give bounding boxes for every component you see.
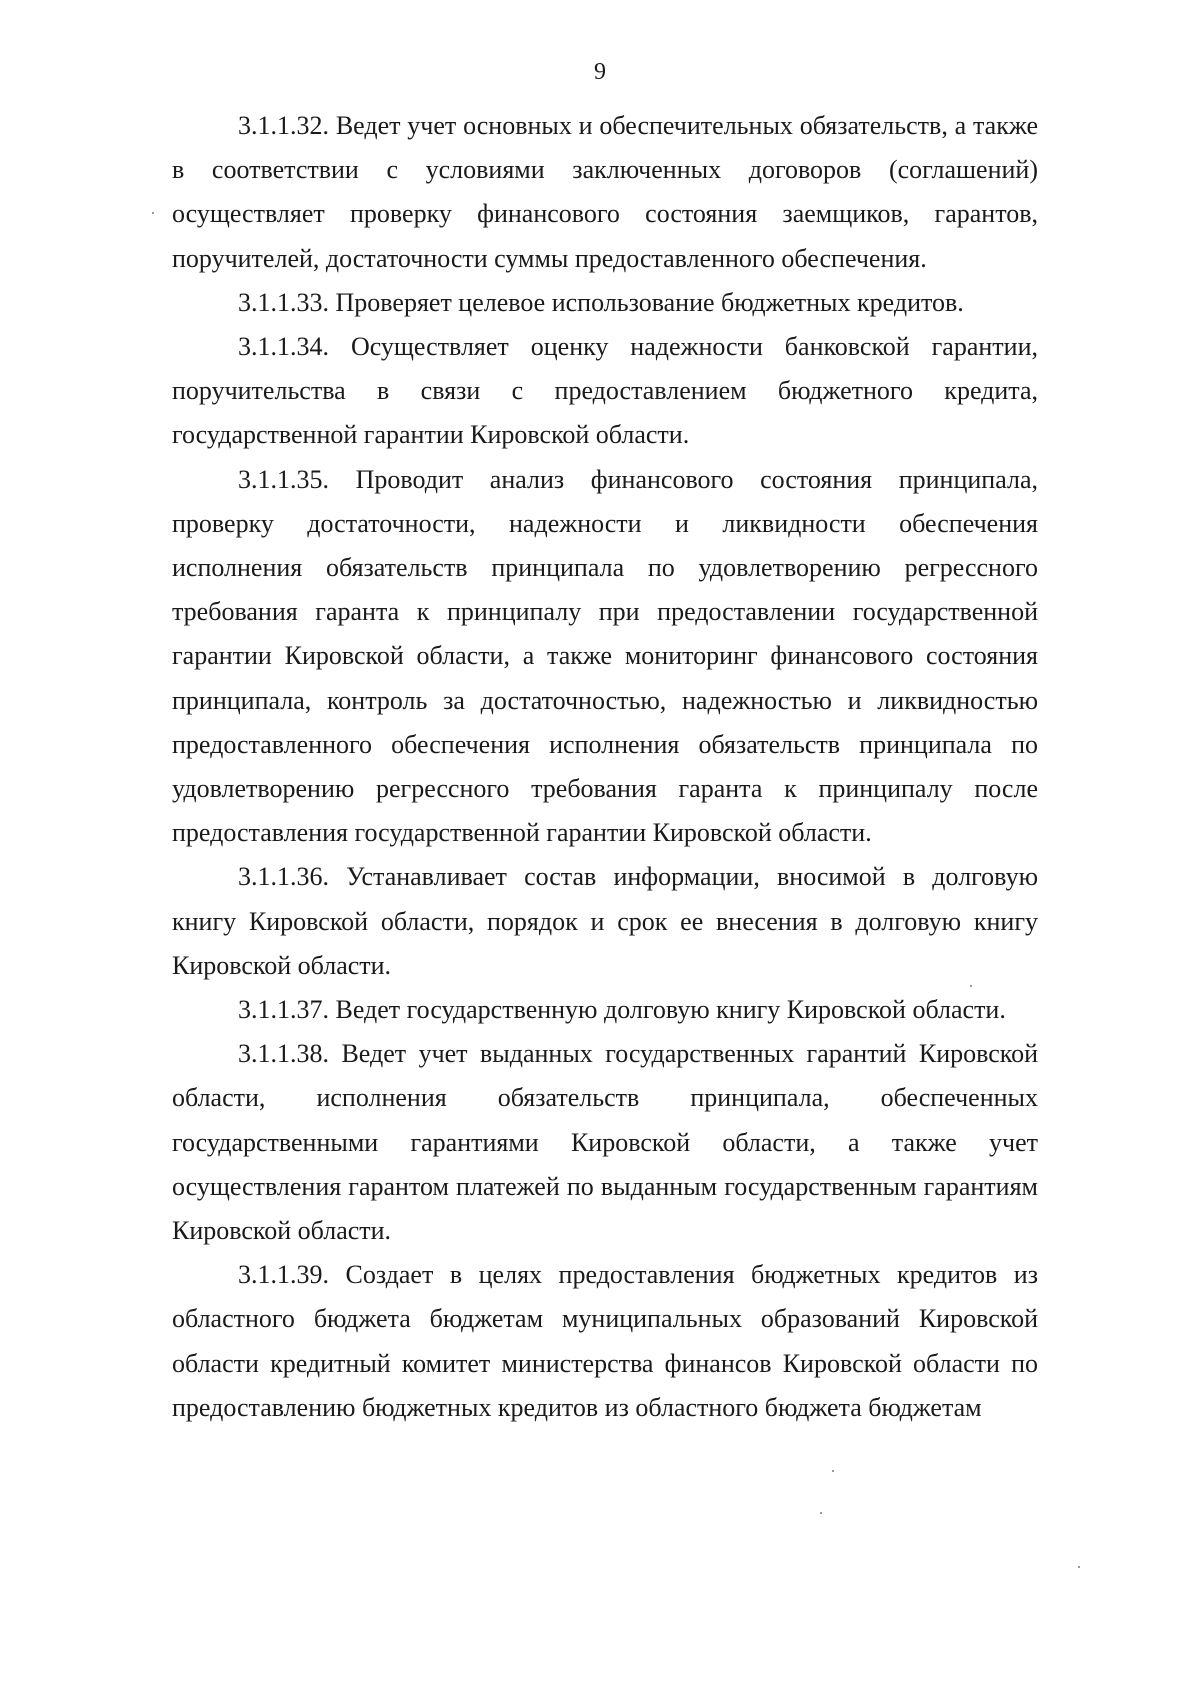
paragraph-3-1-1-34: 3.1.1.34. Осуществляет оценку надежности банковской гарантии, поручительства в связи с предоставлением бюджетного кредита, государственной гарантии Кировской области. bbox=[172, 332, 1038, 450]
paragraph-3-1-1-36: 3.1.1.36. Устанавливает состав информации, вносимой в долговую книгу Кировской области, порядок и срок ее внесения в долговую книгу Кировской области. bbox=[172, 862, 1038, 980]
scan-speck bbox=[152, 212, 154, 214]
page-number: 9 bbox=[594, 59, 606, 85]
paragraph-3-1-1-32: 3.1.1.32. Ведет учет основных и обеспечительных обязательств, а также в соответствии с условиями заключенных договоров (соглашений) осуществляет проверку финансового состояния заемщиков, гарантов, поручителей, достаточности суммы предоставленного обеспечения. bbox=[172, 111, 1038, 273]
scan-speck bbox=[970, 985, 972, 987]
paragraph-3-1-1-35: 3.1.1.35. Проводит анализ финансового состояния принципала, проверку достаточности, надежности и ликвидности обеспечения исполнения обязательств принципала по удовлетворению регрессного требования гаранта к принципалу при предоставлении государственной гарантии Кировской области, а также мониторинг финансового состояния принципала, контроль за достаточностью, надежностью и ликвидностью предоставленного обеспечения исполнения обязательств принципала по удовлетворению регрессного требования гаранта к принципалу после предоставления государственной гарантии Кировской области. bbox=[172, 464, 1038, 848]
scan-speck bbox=[832, 1470, 834, 1472]
scan-speck bbox=[1078, 1566, 1080, 1568]
document-body bbox=[172, 104, 1038, 1430]
paragraph-3-1-1-33: 3.1.1.33. Проверяет целевое использование бюджетных кредитов. bbox=[238, 287, 964, 317]
paragraph-3-1-1-39: 3.1.1.39. Создает в целях предоставления бюджетных кредитов из областного бюджета бюджетам муниципальных образований Кировской области кредитный комитет министерства финансов Кировской области по предоставлению бюджетных кредитов из областного бюджета бюджетам bbox=[172, 1260, 1038, 1422]
paragraph-3-1-1-38: 3.1.1.38. Ведет учет выданных государственных гарантий Кировской области, исполнения обязательств принципала, обеспеченных государственными гарантиями Кировской области, а также учет осуществления гарантом платежей по выданным государственным гарантиям Кировской области. bbox=[172, 1039, 1038, 1246]
paragraph-3-1-1-37: 3.1.1.37. Ведет государственную долговую книгу Кировской области. bbox=[238, 995, 1006, 1025]
scan-speck bbox=[820, 1512, 822, 1514]
